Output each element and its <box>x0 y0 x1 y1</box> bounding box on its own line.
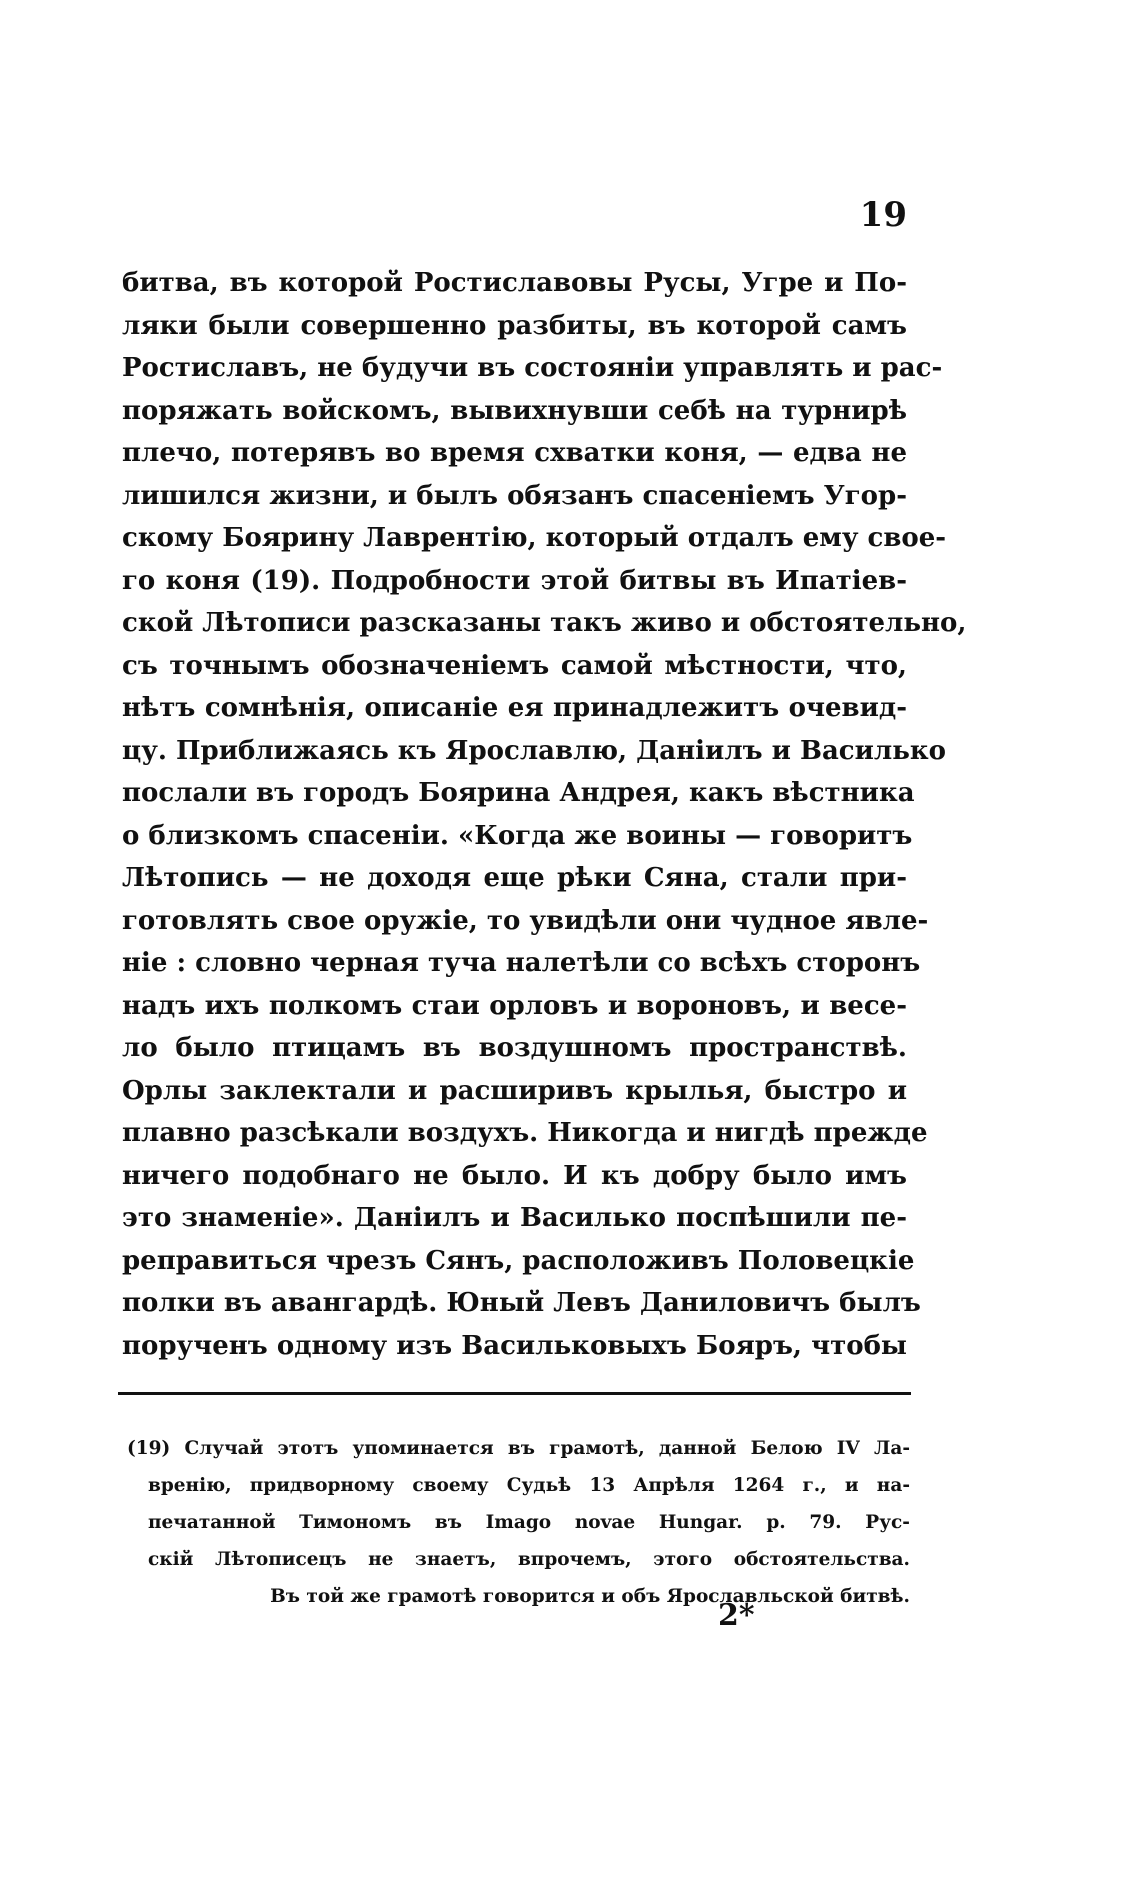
footnote-line: Въ той же грамотѣ говорится и объ Ярославльской битвѣ. <box>270 1586 910 1607</box>
text-line: ло было птицамъ въ воздушномъ пространствѣ. <box>122 1033 907 1063</box>
text-line: плечо, потерявъ во время схватки коня, — едва не <box>122 438 907 468</box>
main-text <box>122 262 967 1367</box>
text-line: полки въ авангардѣ. Юный Левъ Даниловичъ былъ <box>122 1288 921 1318</box>
text-line: цу. Приближаясь къ Ярославлю, Даніилъ и Василько <box>122 735 947 766</box>
footnote-line: скій Лѣтописецъ не знаетъ, впрочемъ, этого обстоятельства. <box>148 1549 910 1570</box>
text-line: Лѣтопись — не доходя еще рѣки Сяна, стали при- <box>122 863 907 893</box>
text-line: ніе : словно черная туча налетѣли со всѣхъ сторонъ <box>122 948 921 978</box>
text-line: поряжать войскомъ, вывихнувши себѣ на турнирѣ <box>122 395 907 426</box>
text-line: плавно разсѣкали воздухъ. Никогда и нигдѣ прежде <box>122 1118 928 1148</box>
text-line: ляки были совершенно разбиты, въ которой самъ <box>122 310 907 341</box>
text-line: го коня (19). Подробности этой битвы въ Ипатіев- <box>122 565 907 596</box>
text-line: готовлять свое оружіе, то увидѣли они чудное явле- <box>122 905 929 936</box>
signature-mark: 2* <box>718 1598 755 1633</box>
footnote-line: (19) Случай этотъ упоминается въ грамотѣ, данной Белою IV Ла- <box>127 1438 910 1459</box>
footnote-divider <box>118 1392 911 1395</box>
footnote-line: вренію, придворному своему Судьѣ 13 Апрѣля 1264 г., и на- <box>148 1475 910 1496</box>
page-number: 19 <box>859 195 907 235</box>
text-line: послали въ городъ Боярина Андрея, какъ вѣстника <box>122 778 915 808</box>
text-line: лишился жизни, и былъ обязанъ спасеніемъ Угор- <box>122 480 907 511</box>
text-line: битва, въ которой Ростиславовы Русы, Угре и По- <box>122 268 907 298</box>
footnote-line: печатанной Тимономъ въ Imago novae Hungar. p. 79. Рус- <box>148 1512 910 1533</box>
text-line: Орлы заклектали и расширивъ крылья, быстро и <box>122 1075 907 1106</box>
text-line: надъ ихъ полкомъ стаи орловъ и вороновъ, и весе- <box>122 990 907 1021</box>
text-line: ской Лѣтописи разсказаны такъ живо и обстоятельно, <box>122 608 967 638</box>
text-line: реправиться чрезъ Сянъ, расположивъ Половецкіе <box>122 1245 915 1276</box>
text-line: о близкомъ спасеніи. «Когда же воины — говоритъ <box>122 820 913 851</box>
text-line: Ростиславъ, не будучи въ состояніи управлять и рас- <box>122 353 943 383</box>
text-line: это знаменіе». Даніилъ и Василько поспѣшили пе- <box>122 1203 907 1233</box>
footnote <box>127 1430 910 1615</box>
text-line: скому Боярину Лаврентію, который отдалъ ему свое- <box>122 523 947 553</box>
text-line: нѣтъ сомнѣнія, описаніе ея принадлежитъ очевид- <box>122 693 907 723</box>
text-line: съ точнымъ обозначеніемъ самой мѣстности, что, <box>122 650 907 681</box>
text-line: ничего подобнаго не было. И къ добру было имъ <box>122 1160 907 1191</box>
text-line: порученъ одному изъ Васильковыхъ Бояръ, чтобы <box>122 1330 907 1361</box>
